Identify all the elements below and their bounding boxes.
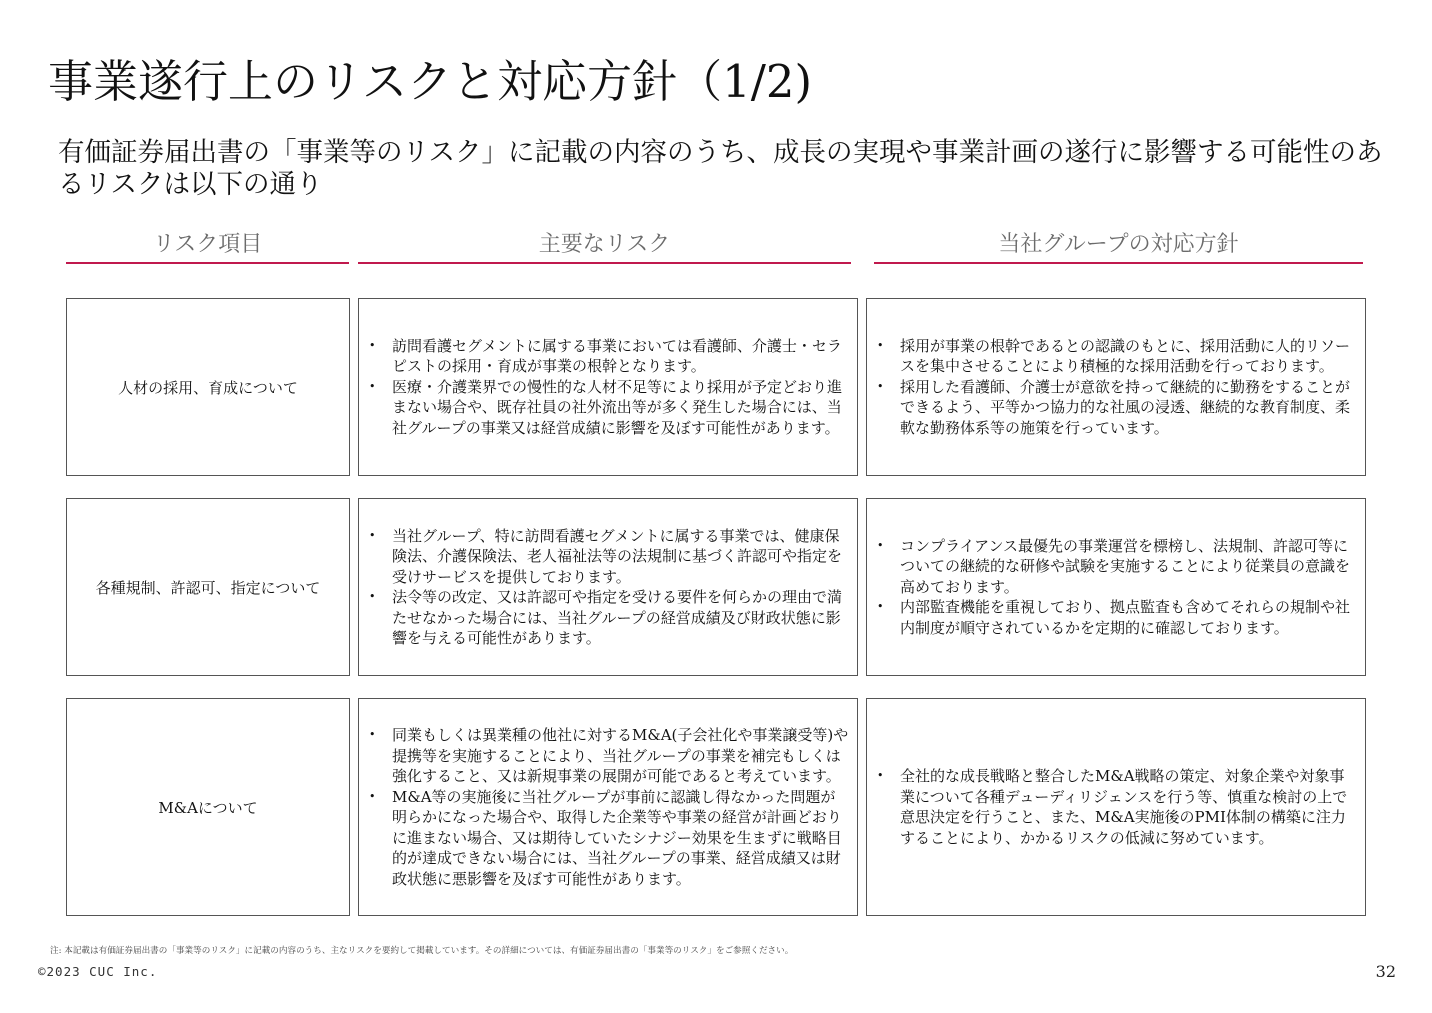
bullet-mark: • [877,600,884,614]
risk-text: M&A等の実施後に当社グループが事前に認識し得なかった問題が明らかになった場合や、取得した企業等や事業の経営が計画どおりに進まない場合、又は期待していたシナジー効果を生まずに戦略目的が達成できない場合には、当社グループの事業、経営成績又は財政状態に悪影響を及ぼす可能性があります。 [392,787,842,888]
column-header-main-risk: 主要なリスク [358,228,851,264]
risk-list [365,725,849,889]
policy-bullet [873,766,1357,848]
page-subtitle: 有価証券届出書の「事業等のリスク」に記載の内容のうち、成長の実現や事業計画の遂行に影響する可能性のあるリスクは以下の通り [58,137,1383,200]
policy-bullet [873,597,1357,638]
policy-list [873,336,1357,439]
footnote: 注: 本記載は有価証券届出書の「事業等のリスク」に記載の内容のうち、主なリスクを要約して掲載しています。その詳細については、有価証券届出書の「事業等のリスク」をご参照ください。 [50,946,794,956]
bullet-mark: • [369,590,376,603]
bullet-mark: • [369,338,376,352]
risk-text: 法令等の改定、又は許認可や指定を受ける要件を何らかの理由で満たせなかった場合には、当社グループの経営成績及び財政状態に影響を与える可能性があります。 [392,588,843,647]
policy-list [873,536,1357,639]
risk-text: 訪問看護セグメントに属する事業においては看護師、介護士・セラピストの採用・育成が事業の根幹となります。 [392,336,842,376]
policy-text: 採用した看護師、介護士が意欲を持って継続的に勤務をすることができるよう、平等かつ協力的な社風の浸透、継続的な教育制度、柔軟な勤務体系等の施策を行っています。 [900,377,1351,437]
risk-bullet [365,336,849,377]
policy-text: 採用が事業の根幹であるとの認識のもとに、採用活動に人的リソースを集中させることにより積極的な採用活動を行っております。 [900,336,1351,376]
risk-bullet [365,377,849,439]
risk-bullet [365,587,849,649]
risk-item-cell [66,498,350,676]
risk-description-cell [358,698,858,916]
policy-text: 内部監査機能を重視しており、拠点監査も含めてそれらの規制や社内制度が順守されているかを定期的に確認しております。 [900,598,1351,637]
risk-description-cell [358,498,858,676]
policy-cell [866,298,1366,476]
risk-item-cell [66,298,350,476]
policy-list [873,766,1357,848]
risk-text: 当社グループ、特に訪問看護セグメントに属する事業では、健康保険法、介護保険法、老人福祉法等の法規制に基づく許認可や指定を受けサービスを提供しております。 [392,526,843,586]
risk-bullet [365,725,849,787]
risk-item-label: M&Aについて [158,798,258,817]
policy-bullet [873,377,1357,439]
page-title: 事業遂行上のリスクと対応方針（1/2) [48,55,813,108]
risk-bullet [365,526,849,588]
risk-list [365,336,849,439]
bullet-mark: • [877,379,884,393]
copyright: ©2023 CUC Inc. [38,964,158,979]
bullet-mark: • [369,379,376,393]
column-header-risk-item: リスク項目 [66,228,349,264]
policy-bullet [873,536,1357,598]
risk-bullet [365,787,849,890]
bullet-mark: • [877,338,884,352]
bullet-mark: • [369,528,376,542]
risk-item-label: 各種規制、許認可、指定について [95,578,321,597]
bullet-mark: • [877,538,884,552]
risk-text: 同業もしくは異業種の他社に対するM&A(子会社化や事業譲受等)や提携等を実施することにより、当社グループの事業を補完もしくは強化すること、又は新規事業の展開が可能であると考えています。 [392,726,849,785]
risk-text: 医療・介護業界での慢性的な人材不足等により採用が予定どおり進まない場合や、既存社員の社外流出等が多く発生した場合には、当社グループの事業又は経営成績に影響を及ぼす可能性があります。 [392,377,843,437]
page-number: 32 [1375,962,1396,981]
risk-list [365,526,849,649]
risk-item-label: 人材の採用、育成について [118,378,298,397]
bullet-mark: • [877,769,884,782]
bullet-mark: • [369,789,376,803]
column-header-policy: 当社グループの対応方針 [874,228,1363,264]
risk-description-cell [358,298,858,476]
policy-text: 全社的な成長戦略と整合したM&A戦略の策定、対象企業や対象事業について各種デューディリジェンスを行う等、慎重な検討の上で意思決定を行うこと、また、M&A実施後のPMI体制の構築に注力することにより、かかるリスクの低減に努めています。 [900,767,1348,847]
policy-cell [866,498,1366,676]
policy-text: コンプライアンス最優先の事業運営を標榜し、法規制、許認可等についての継続的な研修や試験を実施することにより従業員の意識を高めております。 [900,536,1351,596]
policy-bullet [873,336,1357,377]
policy-cell [866,698,1366,916]
risk-item-cell [66,698,350,916]
bullet-mark: • [369,728,376,741]
